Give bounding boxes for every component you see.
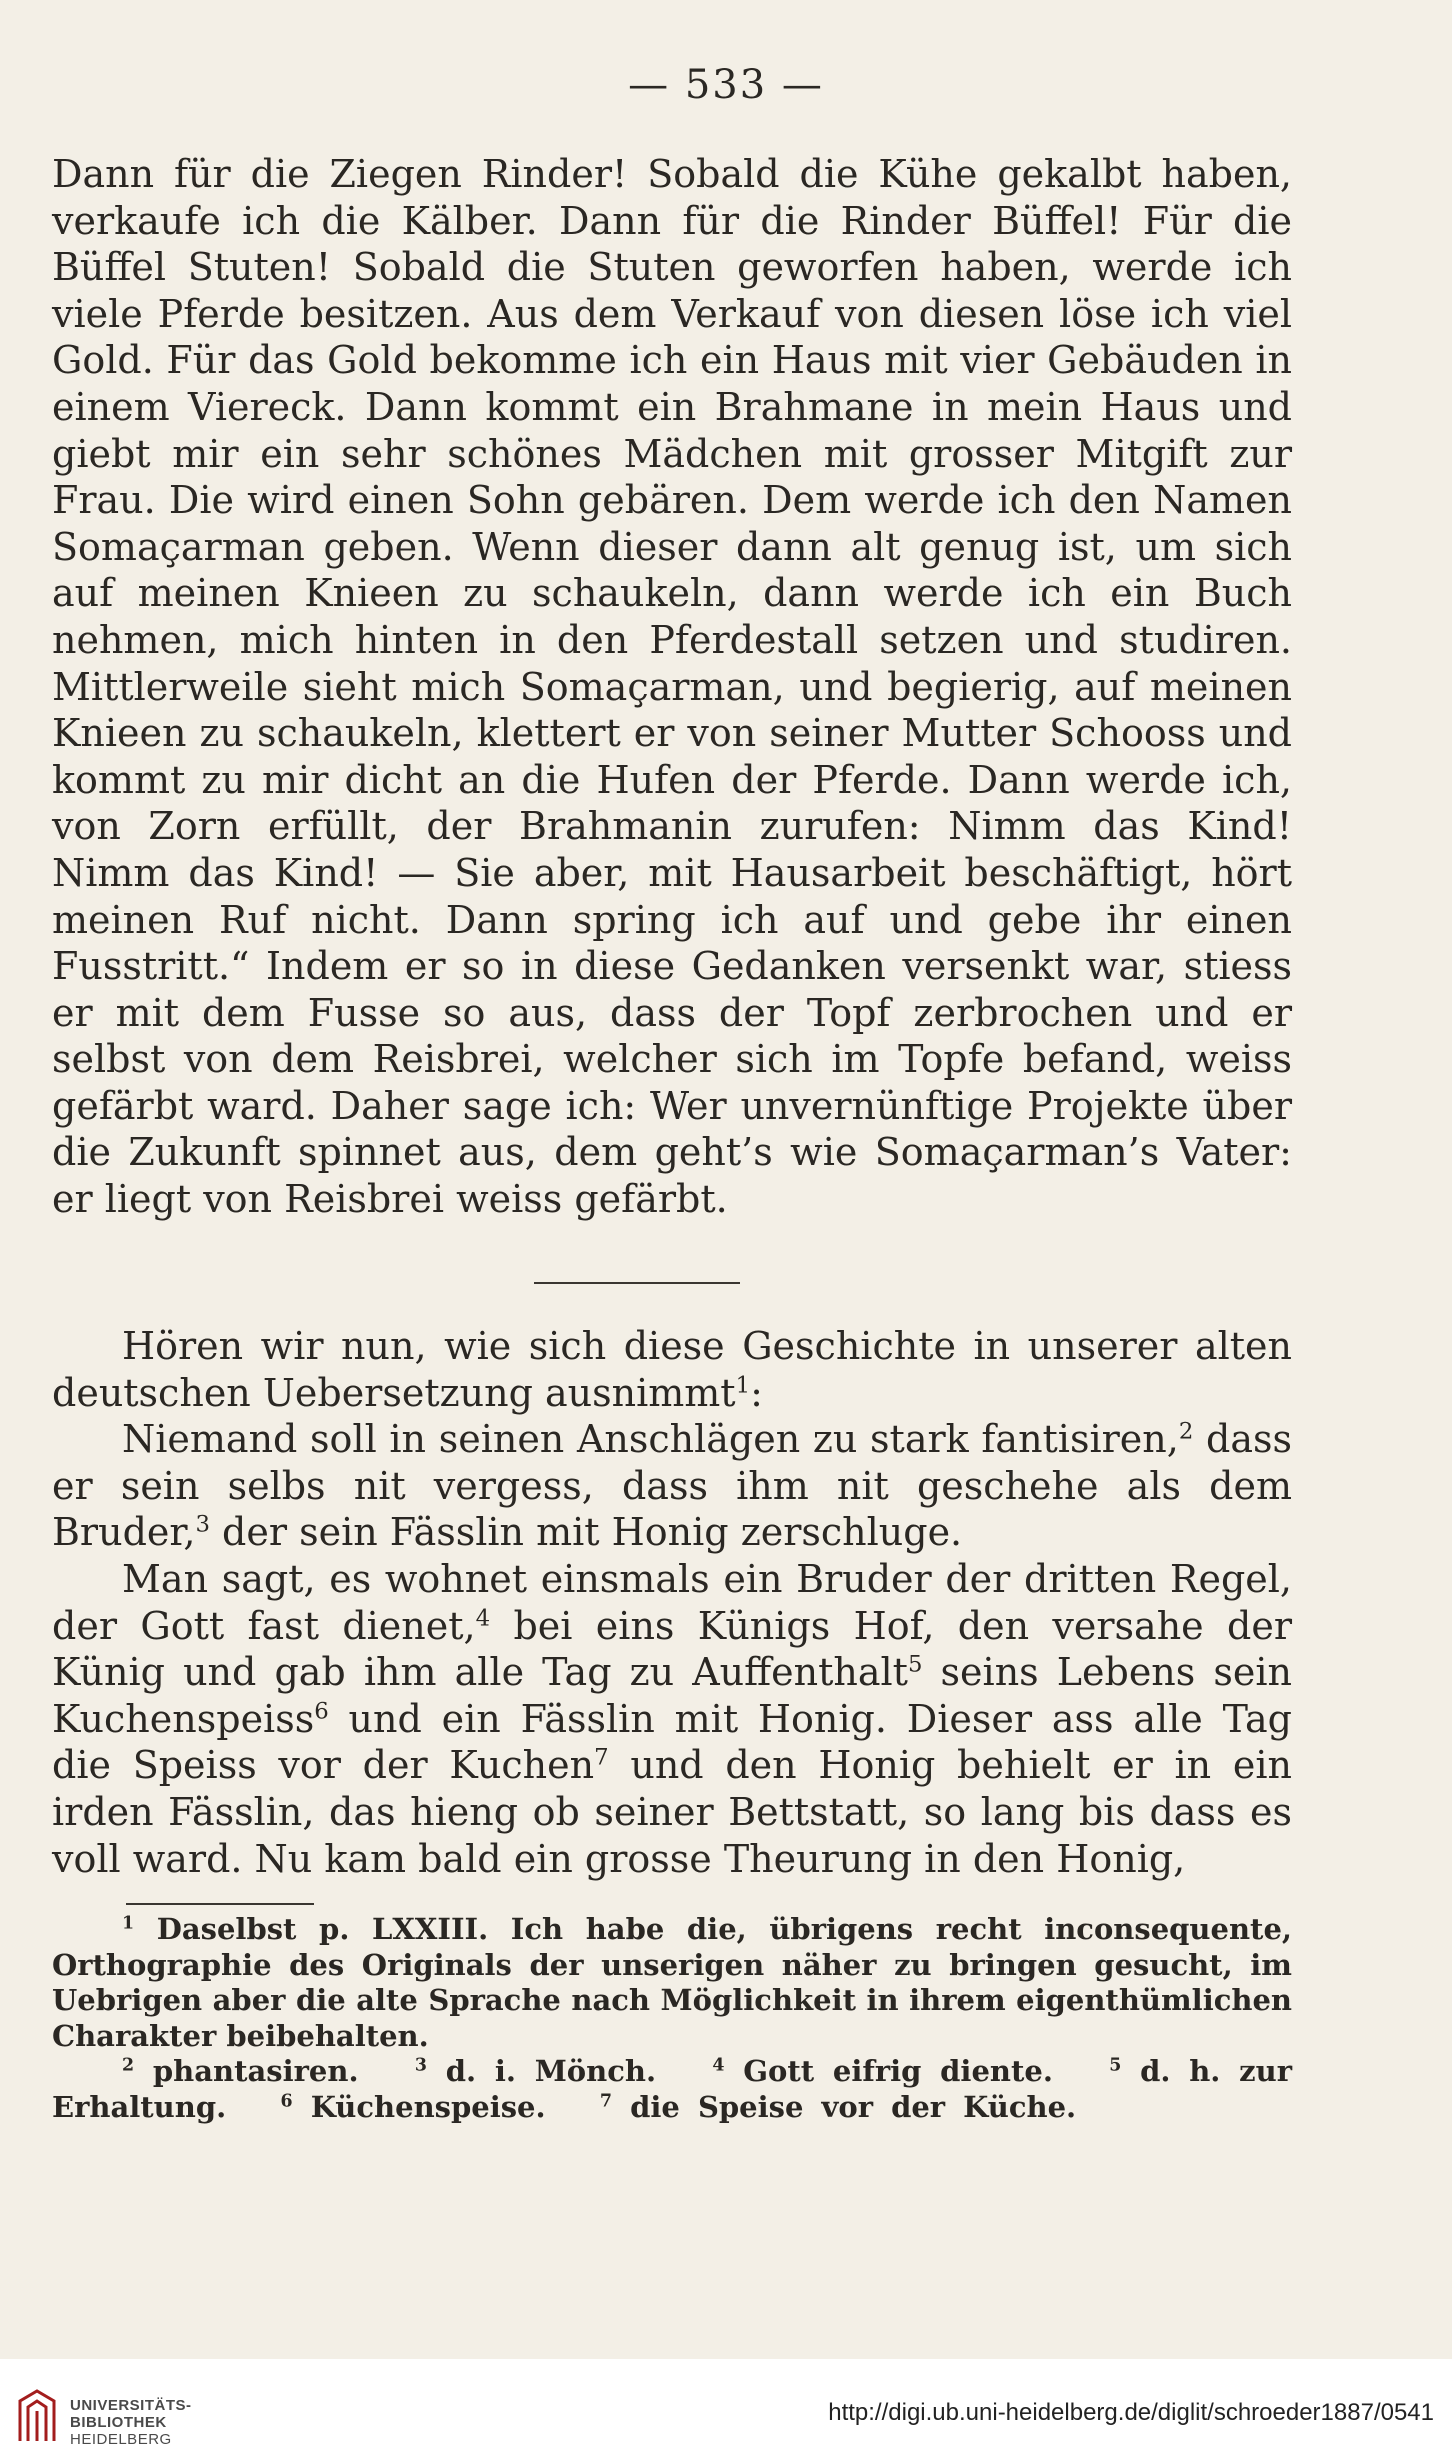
library-name: UNIVERSITÄTS- BIBLIOTHEK HEIDELBERG — [70, 2397, 192, 2448]
footnote-ref: 4 — [475, 1604, 491, 1631]
footnote-rule — [126, 1903, 314, 1905]
paragraph: Dann für die Ziegen Rinder! Sobald die Kühe gekalbt haben, verkaufe ich die Kälber. Dann für die Rinder Büffel! Für die Büffel Stuten! Sobald die Stuten geworfen haben, werde ich viele Pferde besitzen. Aus dem Verkauf von diesen löse ich viel Gold. Für das Gold bekomme ich ein Haus mit vier Gebäuden in einem Viereck. Dann kommt ein Brahmane in mein Haus und giebt mir ein sehr schönes Mädchen mit grosser Mitgift zur Frau. Die wird einen Sohn gebären. Dem werde ich den Namen Somaçarman geben. Wenn dieser dann alt genug ist, um sich auf meinen Knieen zu schaukeln, dann werde ich ein Buch nehmen, mich hinten in den Pferdestall setzen und studiren. Mittlerweile sieht mich Somaçarman, und begierig, auf meinen Knieen zu schaukeln, klettert er von seiner Mutter Schooss und kommt zu mir dicht an die Hufen der Pferde. Dann werde ich, von Zorn erfüllt, der Brahmanin zurufen: Nimm das Kind! Nimm das Kind! — Sie aber, mit Hausarbeit beschäftigt, hört meinen Ruf nicht. Dann spring ich auf und gebe ihr einen Fusstritt.“ Indem er so in diese Gedanken versenkt war, stiess er mit dem Fusse so aus, dass der Topf zerbrochen und er selbst von dem Reisbrei, welcher sich im Topfe befand, weiss gefärbt ward. Daher sage ich: Wer unvernünftige Projekte über die Zukunft spinnet aus, dem geht’s wie Somaçarman’s Vater: er liegt von Reisbrei weiss gefärbt. — [52, 152, 1292, 1222]
section-separator — [534, 1282, 740, 1284]
main-text-block-1 — [52, 151, 1292, 1223]
paragraph: Man sagt, es wohnet einsmals ein Bruder der dritten Regel, der Gott fast dienet,$^4$ bei eins Künigs Hof, den versahe der Künig und gab ihm alle Tag zu Auffenthalt$^5$ seins Lebens sein Kuchenspeiss$^6$ und ein Fässlin mit Honig. Dieser ass alle Tag die Speiss vor der Kuchen$^7$ und den Honig behielt er in ein irden Fässlin, das hieng ob seiner Bettstatt, so lang bis dass es voll ward. Nu kam bald ein grosse Theurung in den Honig, — [52, 1556, 1292, 1881]
footnote-1: $^1$ Daselbst p. LXXIII. Ich habe die, übrigens recht inconsequente, Orthographie des Originals der unserigen näher zu bringen gesucht, im Uebrigen aber die alte Sprache nach Möglichkeit in ihrem eigenthümlichen Charakter beibehalten. — [52, 1912, 1292, 2053]
main-text-block-2 — [52, 1323, 1292, 1882]
footnote-ref: 7 — [594, 1744, 609, 1771]
viewer-footer — [0, 2359, 1452, 2459]
footnotes — [52, 1912, 1292, 2125]
page-number: — 533 — — [628, 62, 824, 108]
footnote-ref: 1 — [735, 1371, 751, 1398]
library-logo-icon — [16, 2387, 58, 2445]
footnote-ref: 3 — [195, 1511, 210, 1538]
footnote-ref: 2 — [1178, 1418, 1194, 1445]
footnote-ref: 5 — [907, 1651, 923, 1678]
footnote-ref: 6 — [314, 1698, 329, 1725]
footnote-2-7: $^2$ phantasiren. $^3$ d. i. Mönch. $^4$ Gott eifrig diente. $^5$ d. h. zur Erhaltung. $^6$ Küchenspeise. $^7$ die Speise vor der Küche. — [52, 2054, 1292, 2124]
source-url-link[interactable]: http://digi.ub.uni-heidelberg.de/diglit/schroeder1887/0541 — [828, 2399, 1434, 2426]
paragraph: Niemand soll in seinen Anschlägen zu stark fantisiren,$^2$ dass er sein selbs nit vergess, dass ihm nit geschehe als dem Bruder,$^3$ der sein Fässlin mit Honig zerschluge. — [52, 1417, 1292, 1555]
paragraph: Hören wir nun, wie sich diese Geschichte in unserer alten deutschen Uebersetzung ausnimmt$^1$: — [52, 1324, 1292, 1415]
